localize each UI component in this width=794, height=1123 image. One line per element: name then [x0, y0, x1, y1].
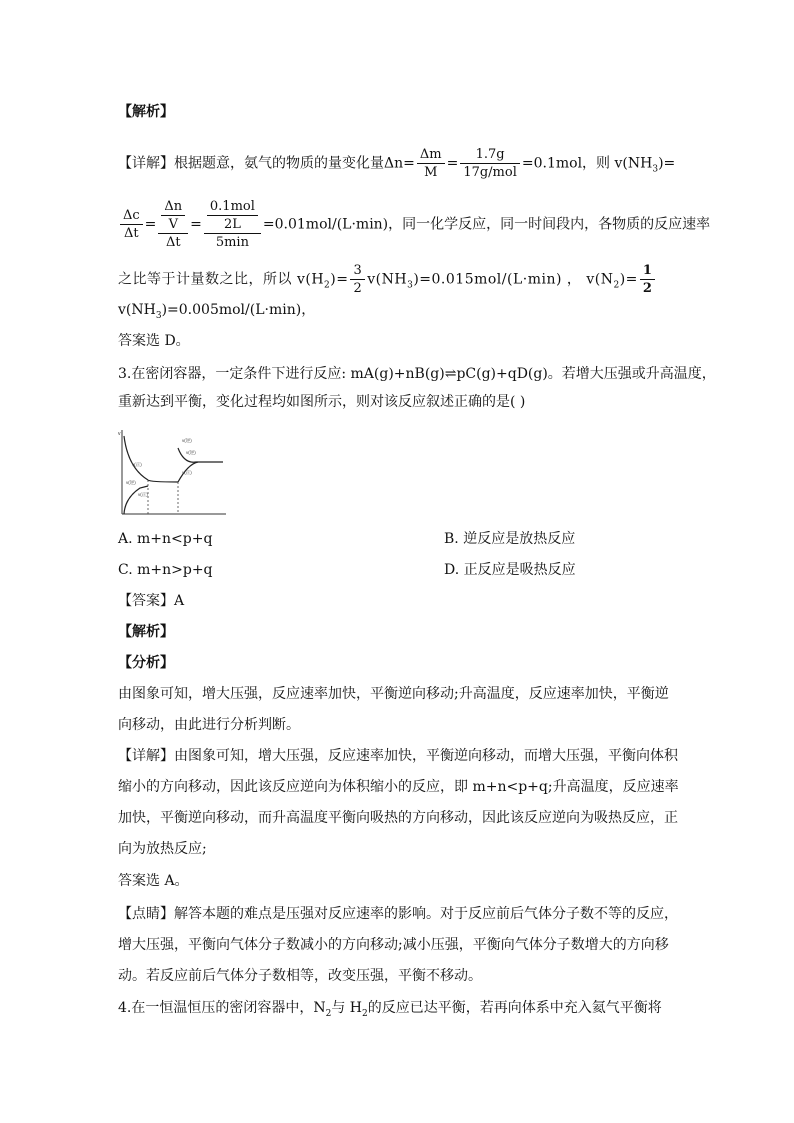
- detail-line-4: $v(NH_3)=0.005mol/(L\cdot\min)$，: [118, 302, 316, 321]
- detail2-line-2: 缩小的方向移动，因此该反应逆向为体积缩小的反应，即 m+n<p+q;升高温度，反应速率: [118, 779, 679, 795]
- fraction-dn-v-dt: $\frac{\frac{\Delta n}{V}}{\Delta t}$: [158, 198, 188, 251]
- note-line-2: 增大压强，平衡向气体分子数减小的方向移动;减小压强，平衡向气体分子数增大的方向移: [118, 937, 669, 953]
- analysis-text-1: 由图象可知，增大压强，反应速率加快，平衡逆向移动;升高温度，反应速率加快，平衡逆: [118, 686, 669, 702]
- detail-lead: 【详解】根据题意，氨气的物质的量变化量: [118, 155, 384, 172]
- detail2-line-4: 向为放热反应;: [118, 841, 207, 857]
- question-3-line-1: 3.在密闭容器，一定条件下进行反应: mA(g)+nB(g)⇌pC(g)+qD(g)。若增大压强或升高温度，: [118, 366, 716, 382]
- label-v-rev-2: v(逆): [182, 438, 192, 443]
- label-v-rev-0: v(逆): [186, 450, 196, 455]
- fraction-one-half: $\frac{1}{2}$: [640, 262, 656, 297]
- option-c[interactable]: C. m+n>p+q: [118, 562, 213, 578]
- detail-line-3: 之比等于计量数之比，所以 $v(H_2)=$ $\frac{3}{2}$ $v(NH_3)=0.015mol/(L\cdot\min)$ ， $v(N_2)=$ $\frac{1}{2}$: [118, 262, 657, 297]
- answer-label: 【答案】A: [118, 593, 185, 609]
- option-b[interactable]: B. 逆反应是放热反应: [444, 531, 576, 547]
- graph-v-label: v: [118, 431, 121, 437]
- answer-select-d: 答案选 D。: [118, 333, 190, 349]
- analysis-subheading: 【分析】: [118, 655, 174, 671]
- detail-line-1: 【详解】根据题意，氨气的物质的量变化量Δn= $\frac{\Delta m}{M}$ = $\frac{1.7g}{\text{17g/mol}}$ =0.1mol，则 $v(NH_3)=$: [118, 147, 676, 180]
- delta-n: Δn=: [384, 155, 415, 172]
- question-3-line-2: 重新达到平衡，变化过程均如图所示，则对该反应叙述正确的是( ): [118, 394, 526, 410]
- fraction-mol-l-min: $\frac{\frac{\text{0.1mol}}{2L}}{5\min}$: [204, 198, 261, 251]
- analysis-heading: 【解析】: [118, 104, 174, 120]
- option-a[interactable]: A. m+n<p+q: [118, 531, 213, 547]
- fraction-dc-dt: $\frac{\Delta c}{\Delta t}$: [120, 207, 143, 242]
- curve-reverse-1: [124, 436, 148, 480]
- rate-time-graph: [118, 428, 230, 516]
- curve-forward-1: [124, 486, 148, 514]
- note-line-1: 【点睛】解答本题的难点是压强对反应速率的影响。对于反应前后气体分子数不等的反应，: [118, 906, 678, 922]
- analysis-heading-2: 【解析】: [118, 624, 174, 640]
- note-line-3: 动。若反应前后气体分子数相等，改变压强，平衡不移动。: [118, 968, 482, 984]
- answer-select-a: 答案选 A。: [118, 873, 189, 889]
- fraction-mass-molar: $\frac{1.7g}{\text{17g/mol}}$: [460, 146, 520, 181]
- label-v-fwd-0: v(正): [138, 492, 148, 497]
- curve-reverse-2: [178, 448, 223, 462]
- detail2-line-1: 【详解】由图象可知，增大压强，反应速率加快，平衡逆向移动，而增大压强，平衡向体积: [118, 748, 678, 764]
- detail-line-2: $\frac{\Delta c}{\Delta t}$ = $\frac{\frac{\Delta n}{V}}{\Delta t}$ = $\frac{\frac{\text{0.1mol}}{2L}}{5\min}$ =0.01mol/(L·min)，同一化学反应，同一时间段内，各物质的反应速率: [118, 198, 710, 251]
- option-d[interactable]: D. 正反应是吸热反应: [444, 562, 576, 578]
- fraction-three-halves: $\frac{3}{2}$: [350, 262, 365, 297]
- label-v-rev-1: v(逆): [126, 480, 136, 485]
- label-v-fwd-1: v(正): [132, 462, 142, 467]
- analysis-text-2: 向移动，由此进行分析判断。: [118, 717, 300, 733]
- question-4-line-1: 4.在一恒温恒压的密闭容器中，$N_2$与 $H_2$的反应已达平衡，若再向体系中充入氦气平衡将: [118, 1000, 662, 1019]
- label-v-fwd-2: v(正): [182, 470, 192, 475]
- fraction-dm-m: $\frac{\Delta m}{M}$: [417, 146, 445, 181]
- detail2-line-3: 加快，平衡逆向移动，而升高温度平衡向吸热的方向移动，因此该反应逆向为吸热反应，正: [118, 810, 678, 826]
